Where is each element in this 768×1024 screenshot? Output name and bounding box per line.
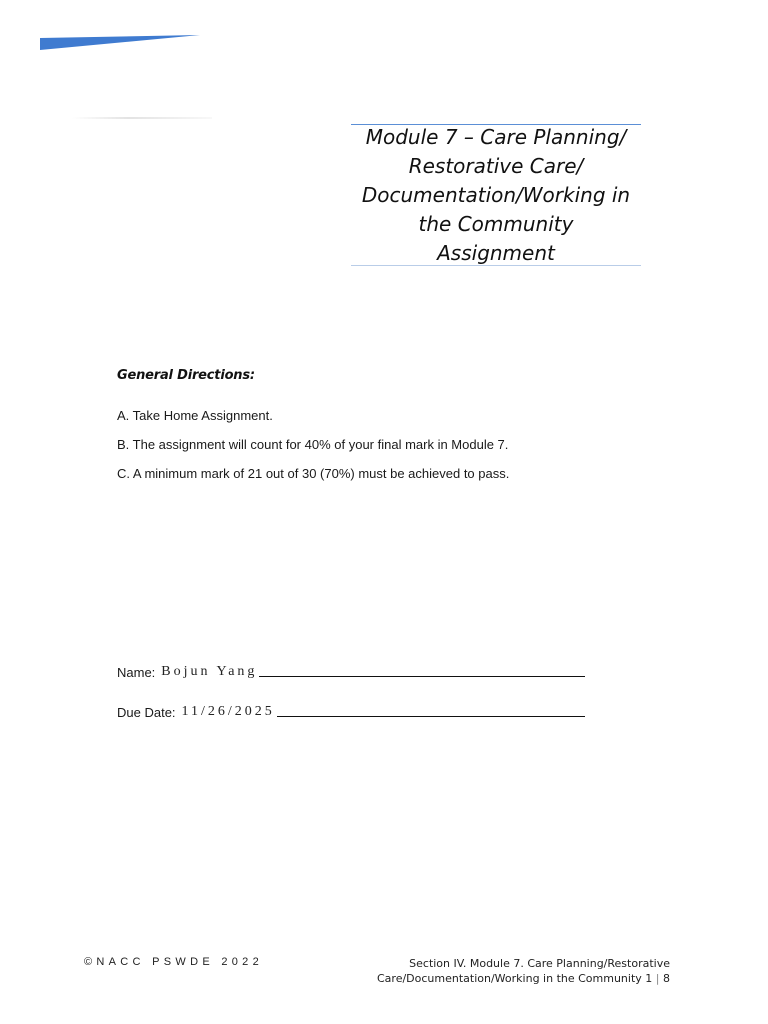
page-number: 1 — [645, 972, 653, 985]
title-line: the Community Assignment — [418, 211, 574, 265]
due-date-underline — [277, 715, 585, 717]
name-underline — [259, 675, 585, 677]
page-separator: | — [655, 972, 660, 985]
faint-header-line — [72, 117, 212, 119]
direction-item: B. The assignment will count for 40% of your final mark in Module 7. — [117, 437, 509, 452]
name-value: Bojun Yang — [161, 664, 258, 679]
direction-item: C. A minimum mark of 21 out of 30 (70%) must be achieved to pass. — [117, 466, 510, 481]
title-line: Restorative Care/ — [408, 153, 584, 178]
title-line: Documentation/Working in — [361, 182, 631, 207]
header-accent-stripe — [40, 35, 200, 50]
title-line: Module 7 – Care Planning/ — [365, 124, 627, 149]
footer-copyright: ©NACC PSWDE 2022 — [84, 956, 263, 968]
directions-heading: General Directions: — [117, 368, 255, 383]
directions-list — [117, 407, 509, 494]
footer-section-line: Section IV. Module 7. Care Planning/Restorative — [409, 957, 670, 970]
page-total: 8 — [663, 972, 670, 985]
footer-section-text: Care/Documentation/Working in the Community — [377, 972, 642, 985]
name-field-row — [117, 664, 585, 680]
document-title — [351, 123, 641, 268]
direction-item: A. Take Home Assignment. — [117, 408, 273, 423]
header-accent-shape — [40, 35, 200, 50]
due-date-value: 11/26/2025 — [181, 704, 275, 719]
due-date-label: Due Date: — [117, 705, 176, 720]
name-label: Name: — [117, 665, 156, 680]
footer-section-info — [377, 956, 670, 986]
due-date-field-row — [117, 704, 585, 720]
footer-section-line-2 — [377, 971, 670, 986]
title-box — [351, 124, 641, 266]
